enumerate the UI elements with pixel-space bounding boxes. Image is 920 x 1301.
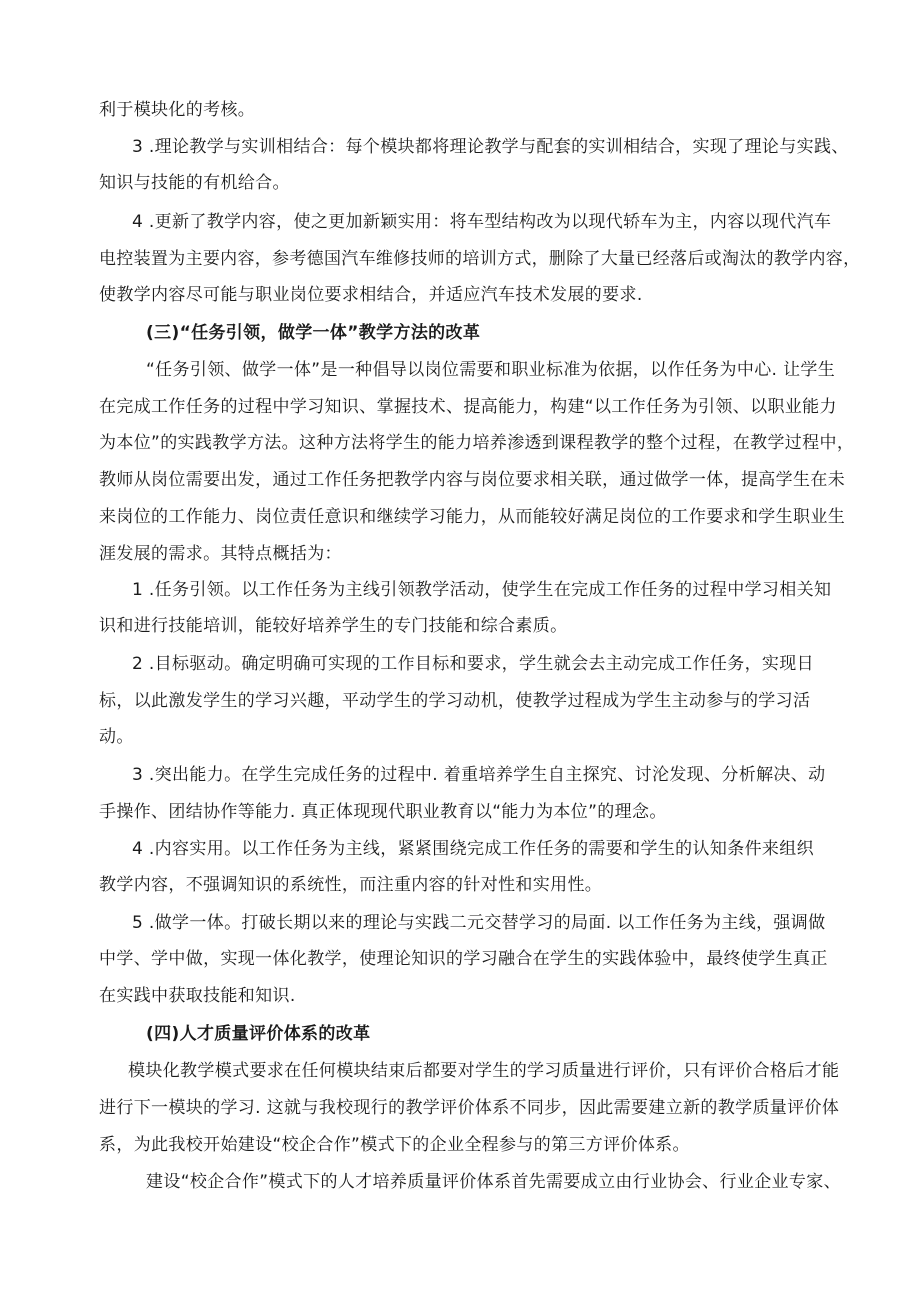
text-line: 手操作、团结协作等能力. 真正体现现代职业教育以“能力为本位”的理念。 <box>99 802 667 822</box>
text-line: 教师从岗位需要出发，通过工作任务把教学内容与岗位要求相关联，通过做学一体，提高学生在未 <box>99 470 846 490</box>
text-line: 5 .做学一体。打破长期以来的理论与实践二元交替学习的局面. 以工作任务为主线，强调做 <box>132 913 826 933</box>
text-line: 3 .理论教学与实训相结合：每个模块都将理论教学与配套的实训相结合，实现了理论与实践、 <box>132 137 849 157</box>
text-line: 识和进行技能培训，能较好培养学生的专门技能和综合素质。 <box>99 616 568 636</box>
section-heading: (四)人才质量评价体系的改革 <box>146 1024 371 1044</box>
text-line: 进行下一模块的学习. 这就与我校现行的教学评价体系不同步，因此需要建立新的教学质量评价体 <box>99 1098 840 1118</box>
text-line: 在实践中获取技能和知识. <box>99 986 296 1006</box>
text-line: 系，为此我校开始建设“校企合作”模式下的企业全程参与的第三方评价体系。 <box>99 1135 690 1155</box>
text-line: 电控装置为主要内容，参考德国汽车维修技师的培训方式，删除了大量已经落后或淘汰的教学内容， <box>99 249 861 269</box>
text-line: 2 .目标驱动。确定明确可实现的工作目标和要求，学生就会去主动完成工作任务，实现日 <box>132 654 814 674</box>
text-line: 建设“校企合作”模式下的人才培养质量评价体系首先需要成立由行业协会、行业企业专家、 <box>146 1172 841 1192</box>
text-line: 中学、学中做，实现一体化教学，使理论知识的学习融合在学生的实践体验中，最终使学生真正 <box>99 949 828 969</box>
text-line: 动。 <box>99 727 134 747</box>
text-line: 知识与技能的有机给合。 <box>99 173 290 193</box>
text-line: “任务引领、做学一体”是一种倡导以岗位需要和职业标准为依据，以作任务为中心. 让学生 <box>146 360 836 380</box>
section-heading: (三)“任务引领，做学一体”教学方法的改革 <box>146 323 481 343</box>
text-line: 模块化教学模式要求在任何模块结束后都要对学生的学习质量进行评价，只有评价合格后才能 <box>128 1061 840 1081</box>
text-line: 涯发展的需求。其特点概括为： <box>99 544 342 564</box>
text-line: 利于模块化的考核。 <box>99 100 256 120</box>
text-line: 4 .更新了教学内容，使之更加新颖实用：将车型结构改为以现代轿车为主，内容以现代汽车 <box>132 212 832 232</box>
text-line: 3 .突出能力。在学生完成任务的过程中. 着重培养学生自主探究、讨沦发现、分析解决、动 <box>132 765 826 785</box>
text-line: 教学内容，不强调知识的系统性，而注重内容的针对性和实用性。 <box>99 875 603 895</box>
text-line: 来岗位的工作能力、岗位责任意识和继续学习能力，从而能较好满足岗位的工作要求和学生职业生 <box>99 507 846 527</box>
text-line: 1 .任务引领。以工作任务为主线引领教学活动，使学生在完成工作任务的过程中学习相关知 <box>132 580 832 600</box>
text-line: 4 .内容实用。以工作任务为主线，紧紧围绕完成工作任务的需要和学生的认知条件来组织 <box>132 839 814 859</box>
text-line: 为本位”的实践教学方法。这种方法将学生的能力培养渗透到课程教学的整个过程，在教学过程中， <box>99 433 855 453</box>
text-line: 使教学内容尽可能与职业岗位要求相结合，并适应汽车技术发展的要求. <box>99 285 643 305</box>
text-line: 在完成工作任务的过程中学习知识、掌握技术、提高能力，构建“以工作任务为引领、以职业能力 <box>99 397 837 417</box>
text-line: 标，以此激发学生的学习兴趣，平动学生的学习动机，使教学过程成为学生主动参与的学习活 <box>99 691 811 711</box>
